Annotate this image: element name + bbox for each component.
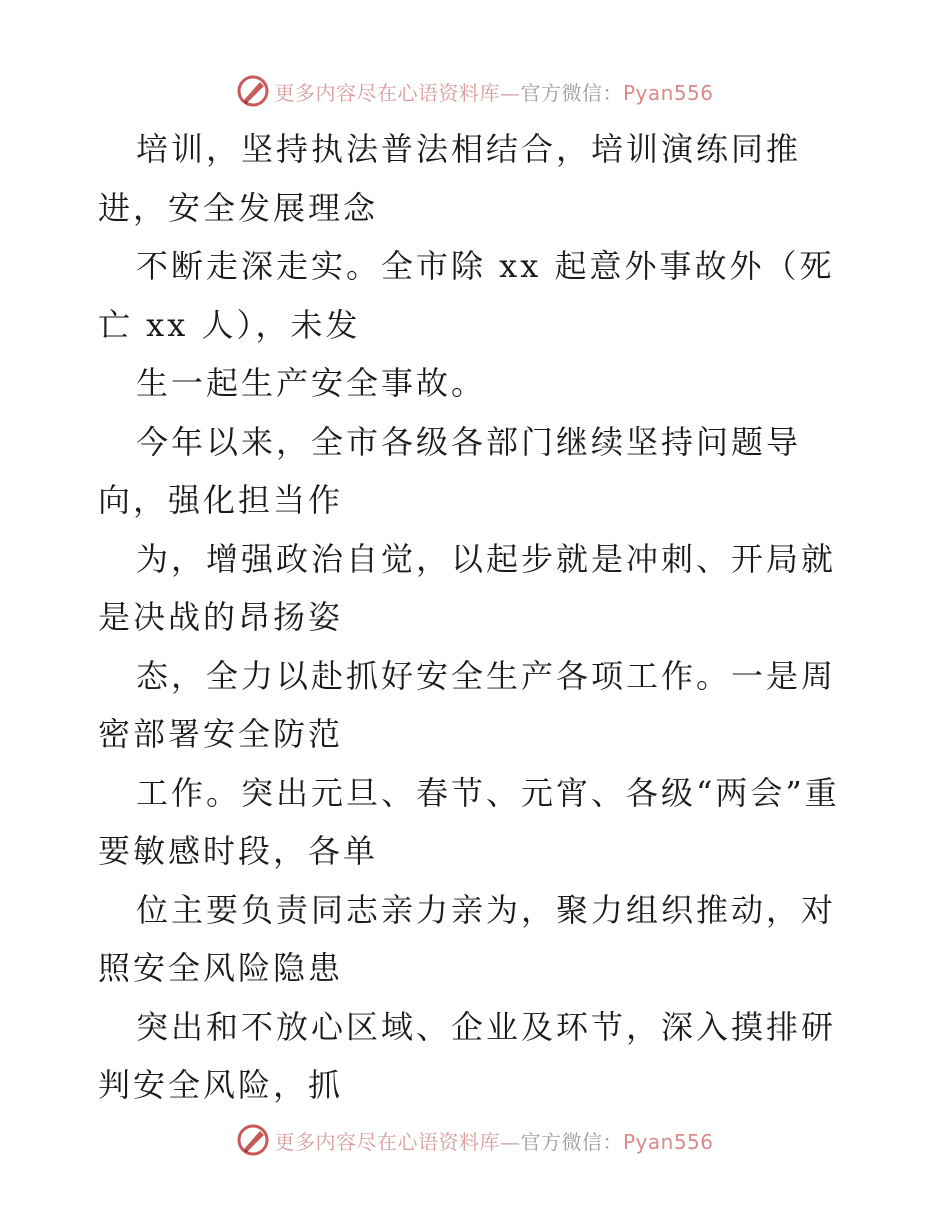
- footer-watermark: [0, 1120, 950, 1160]
- document-body: [98, 120, 858, 1115]
- paragraph-line: 生一起生产安全事故。: [136, 364, 487, 402]
- paragraph-line: 培训，坚持执法普法相结合，培训演练同推进，安全发展理念: [98, 130, 802, 227]
- paragraph-line: 不断走深走实。全市除 xx 起意外事故外（死亡 xx 人），未发: [98, 247, 835, 344]
- watermark-text: 更多内容尽在心语资料库—官方微信：Pyan556: [274, 1129, 714, 1154]
- paragraph-line: 工作。突出元旦、春节、元宵、各级“两会”重要敏感时段，各单: [98, 773, 840, 870]
- paragraph-line: 位主要负责同志亲力亲为，聚力组织推动，对照安全风险隐患: [98, 890, 837, 987]
- paragraph-line: 态，全力以赴抓好安全生产各项工作。一是周密部署安全防范: [98, 656, 837, 753]
- paragraph-line: 突出和不放心区域、企业及环节，深入摸排研判安全风险，抓: [98, 1007, 837, 1104]
- paragraph-line: 为，增强政治自觉，以起步就是冲刺、开局就是决战的昂扬姿: [98, 539, 837, 636]
- pen-logo-icon: [236, 1123, 270, 1157]
- paragraph-line: 今年以来，全市各级各部门继续坚持问题导向，强化担当作: [98, 422, 802, 519]
- watermark-text: 更多内容尽在心语资料库—官方微信：Pyan556: [274, 80, 714, 105]
- pen-logo-icon: [236, 74, 270, 108]
- header-watermark: [0, 71, 950, 111]
